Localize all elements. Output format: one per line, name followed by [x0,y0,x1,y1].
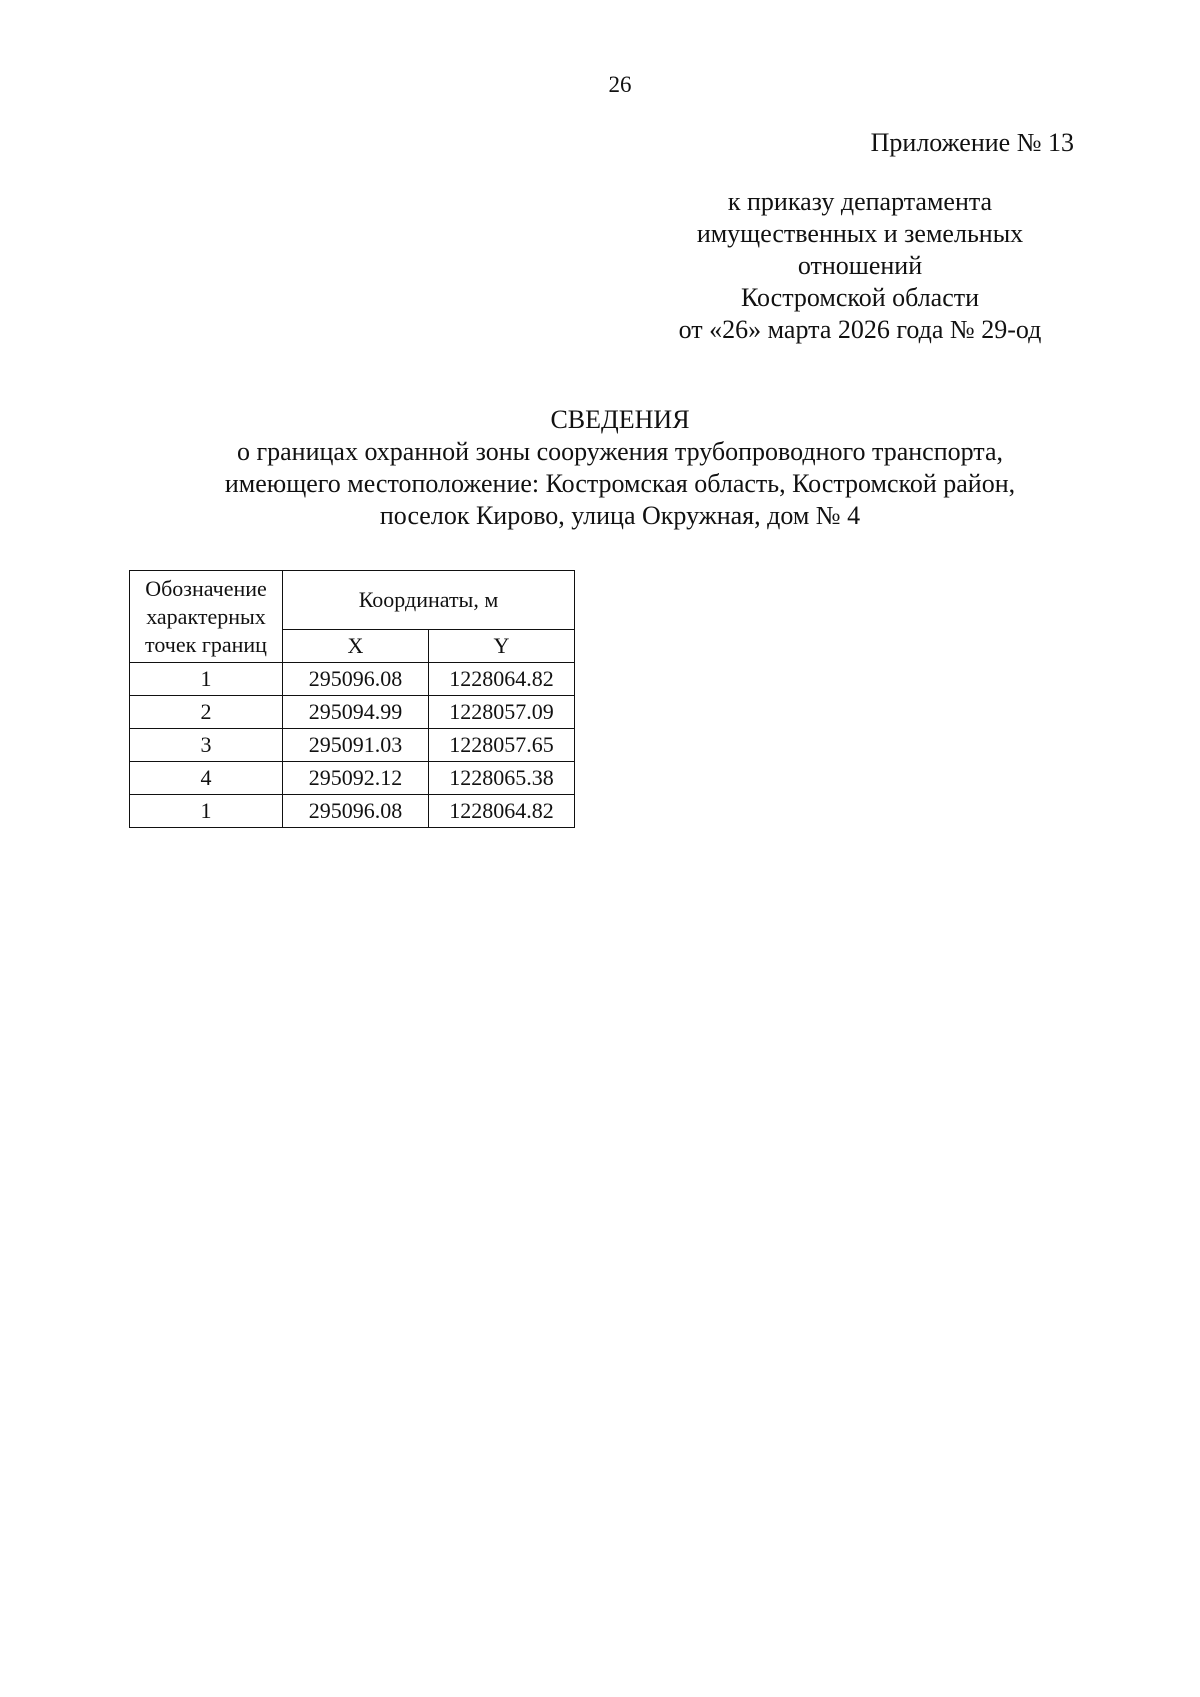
header-x: X [283,630,429,663]
order-reference [620,186,1100,346]
header-designation [130,571,283,663]
header-designation-line: точек границ [145,631,267,657]
x-cell: 295094.99 [283,696,429,729]
point-cell: 1 [130,663,283,696]
order-ref-line: к приказу департамента [727,187,993,216]
header-designation-line: Обозначение [145,575,267,601]
appendix-label: Приложение № 13 [870,128,1074,157]
point-cell: 3 [130,729,283,762]
point-cell: 4 [130,762,283,795]
y-cell: 1228057.65 [429,729,575,762]
table-row [130,762,575,795]
table-row [130,663,575,696]
subtitle-line: имеющего местоположение: Костромская область, Костромской район, [224,469,1016,498]
x-cell: 295091.03 [283,729,429,762]
point-cell: 2 [130,696,283,729]
point-cell: 1 [130,795,283,828]
page-number: 26 [608,72,632,97]
y-cell: 1228057.09 [429,696,575,729]
y-cell: 1228064.82 [429,663,575,696]
order-ref-line: от «26» марта 2026 года № 29-од [678,315,1042,344]
x-cell: 295092.12 [283,762,429,795]
table-row [130,729,575,762]
header-designation-line: характерных [146,603,266,629]
x-cell: 295096.08 [283,663,429,696]
document-heading [0,404,1200,532]
table-row [130,696,575,729]
header-coordinates: Координаты, м [283,571,575,630]
table-row [130,795,575,828]
coordinates-table [129,570,575,828]
header-y: Y [429,630,575,663]
y-cell: 1228064.82 [429,795,575,828]
order-ref-line: имущественных и земельных [696,219,1024,248]
subtitle-line: о границах охранной зоны сооружения трубопроводного транспорта, [236,437,1004,466]
x-cell: 295096.08 [283,795,429,828]
subtitle-line: поселок Кирово, улица Окружная, дом № 4 [379,501,861,530]
order-ref-line: Костромской области [740,283,980,312]
document-title: СВЕДЕНИЯ [550,405,690,434]
y-cell: 1228065.38 [429,762,575,795]
order-ref-line: отношений [797,251,923,280]
